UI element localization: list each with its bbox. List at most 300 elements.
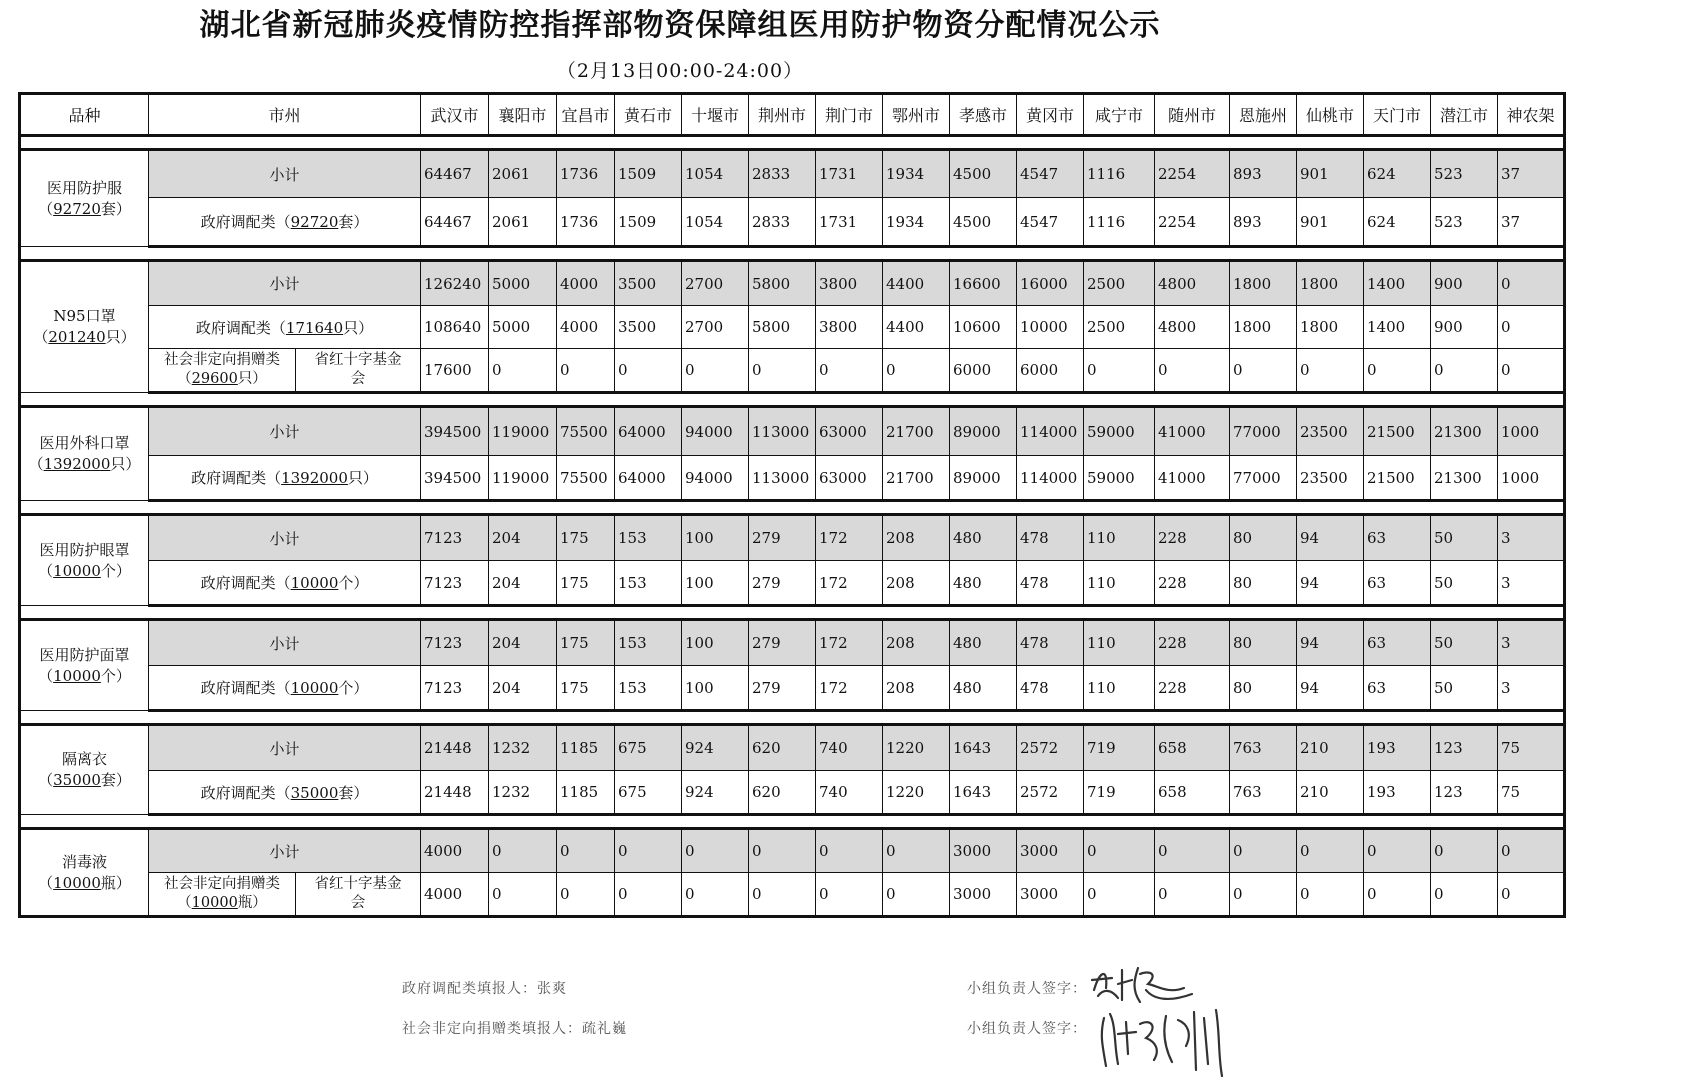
header-variety: 品种 [20,94,149,136]
subtotal-cell: 0 [489,829,557,873]
header-city: 荆州市 [749,94,816,136]
item-total-unit: 只） [105,328,136,346]
subtotal-cell: 2700 [682,261,749,306]
n95-gov-row [20,306,1565,349]
subtotal-label: 小计 [149,407,421,456]
gov-unit: 只） [343,318,374,337]
subtotal-cell: 126240 [421,261,489,306]
item-name: 隔离衣 [61,750,107,768]
subtotal-label: 小计 [149,620,421,666]
gov-cell: 175 [557,666,615,711]
item-total-open: （ [38,666,54,685]
gov-cell: 1116 [1084,198,1155,247]
subtotal-cell: 114000 [1017,407,1084,456]
header-row [20,94,1565,136]
item-name-cell [20,829,149,917]
subtotal-cell: 21300 [1431,407,1498,456]
item-name-cell [20,407,149,501]
gov-cell: 4000 [557,306,615,349]
subtotal-cell: 204 [489,515,557,561]
gov-total: 10000 [290,679,339,697]
subtotal-cell: 719 [1084,725,1155,771]
item-total-unit: 套） [100,199,131,218]
gov-unit: 只） [347,469,378,487]
subtotal-cell: 2500 [1084,261,1155,306]
gov-cell: 279 [749,666,816,711]
subtotal-cell: 204 [489,620,557,666]
subtotal-cell: 658 [1155,725,1230,771]
gov-cell: 228 [1155,561,1230,606]
gov-cell: 480 [950,666,1017,711]
gov-cell: 1400 [1364,306,1431,349]
subtotal-cell: 1800 [1230,261,1297,306]
gov-total: 35000 [290,783,339,802]
header-city: 随州市 [1155,94,1230,136]
item-total: 10000 [53,666,101,685]
gov-cell: 2833 [749,198,816,247]
gov-cell: 1800 [1297,306,1364,349]
social-total-unit: 瓶） [237,895,267,911]
subtotal-cell: 900 [1431,261,1498,306]
subtotal-cell: 0 [1155,829,1230,873]
gov-cell: 75500 [557,456,615,501]
subtotal-cell: 175 [557,620,615,666]
item-total-open: （ [33,328,49,346]
disinfectant-sub-row [20,829,1565,873]
gov-cell: 924 [682,771,749,815]
group-separator [20,815,1565,829]
gov-cell: 114000 [1017,456,1084,501]
social-cell: 0 [1364,349,1431,393]
gov-unit: 个） [338,679,369,697]
subtotal-cell: 1934 [883,150,950,198]
item-total: 1392000 [43,455,111,473]
subtotal-cell: 1054 [682,150,749,198]
subtotal-cell: 7123 [421,620,489,666]
header-city: 天门市 [1364,94,1431,136]
gov-cell: 1731 [816,198,883,247]
social-cell: 0 [1084,349,1155,393]
gov-cell: 204 [489,666,557,711]
social-cell: 6000 [1017,349,1084,393]
gov-cell: 3500 [615,306,682,349]
isolation_gown-sub-row [20,725,1565,771]
gov-cell: 208 [883,666,950,711]
gov-cell: 1185 [557,771,615,815]
gov-cell: 4400 [883,306,950,349]
social-cell: 0 [1498,349,1565,393]
subtotal-cell: 77000 [1230,407,1297,456]
gov-cell: 10600 [950,306,1017,349]
subtotal-cell: 94000 [682,407,749,456]
gov-cell: 50 [1431,666,1498,711]
subtotal-cell: 37 [1498,150,1565,198]
gov-label: 政府调配类（ [200,574,291,592]
gov-cell: 1934 [883,198,950,247]
gov-cell: 100 [682,666,749,711]
gov-cell: 94000 [682,456,749,501]
subtotal-cell: 4800 [1155,261,1230,306]
gov-cell: 5800 [749,306,816,349]
red-cross-label: 省红十字基金会 [296,349,421,393]
subtotal-cell: 1000 [1498,407,1565,456]
subtotal-cell: 175 [557,515,615,561]
subtotal-cell: 0 [1431,829,1498,873]
social-cell: 0 [749,349,816,393]
social-cell: 0 [1155,873,1230,917]
item-total-open: （ [38,561,54,580]
subtotal-cell: 1643 [950,725,1017,771]
item-total-unit: 瓶） [100,873,131,892]
gov-cell: 394500 [421,456,489,501]
face_shield-gov-row [20,666,1565,711]
gov-cell: 100 [682,561,749,606]
subtotal-cell: 1116 [1084,150,1155,198]
gov-reporter: 政府调配类填报人：张爽 [402,981,567,997]
subtotal-cell: 620 [749,725,816,771]
subtotal-cell: 1220 [883,725,950,771]
gov-cell: 80 [1230,561,1297,606]
subtotal-cell: 228 [1155,620,1230,666]
subtotal-cell: 94 [1297,515,1364,561]
subtotal-cell: 7123 [421,515,489,561]
subtotal-label: 小计 [149,725,421,771]
subtotal-cell: 123 [1431,725,1498,771]
red-cross-label: 省红十字基金会 [296,873,421,917]
subtotal-cell: 100 [682,620,749,666]
gov-label-cell [149,306,421,349]
gov-cell: 2061 [489,198,557,247]
gov-label-cell [149,771,421,815]
gov-cell: 63 [1364,561,1431,606]
gov-cell: 1509 [615,198,682,247]
gov-cell: 675 [615,771,682,815]
header-city: 宜昌市 [557,94,615,136]
gov-cell: 1800 [1230,306,1297,349]
subtotal-cell: 0 [615,829,682,873]
subtotal-cell: 1736 [557,150,615,198]
gov-cell: 3 [1498,561,1565,606]
subtotal-cell: 210 [1297,725,1364,771]
n95-sub-row [20,261,1565,306]
social-cell: 0 [1364,873,1431,917]
social-cell: 0 [816,349,883,393]
gov-cell: 204 [489,561,557,606]
social-total: 29600 [191,371,238,387]
gov-cell: 658 [1155,771,1230,815]
separator-cell [20,136,1565,150]
subtotal-cell: 1232 [489,725,557,771]
isolation_gown-gov-row [20,771,1565,815]
social-cell: 0 [489,873,557,917]
gov-cell: 37 [1498,198,1565,247]
subtotal-cell: 94 [1297,620,1364,666]
gov-label: 政府调配类（ [200,679,291,697]
leader-sign-label-1: 小组负责人签字： [967,981,1087,997]
page-title: 湖北省新冠肺炎疫情防控指挥部物资保障组医用防护物资分配情况公示 [199,8,1161,43]
subtotal-cell: 63 [1364,620,1431,666]
separator-cell [20,393,1565,407]
page-subtitle: （2月13日00:00-24:00） [556,60,804,82]
subtotal-cell: 0 [1084,829,1155,873]
subtotal-cell: 3500 [615,261,682,306]
gov-cell: 1054 [682,198,749,247]
subtotal-cell: 624 [1364,150,1431,198]
gov-cell: 94 [1297,666,1364,711]
social-cell: 0 [682,873,749,917]
gov-cell: 175 [557,561,615,606]
social-total: 10000 [191,895,238,911]
subtotal-cell: 50 [1431,515,1498,561]
social-cell: 0 [1230,873,1297,917]
gov-cell: 0 [1498,306,1565,349]
subtotal-cell: 480 [950,515,1017,561]
gov-cell: 50 [1431,561,1498,606]
item-name-cell [20,261,149,393]
social-total-open: （ [177,371,192,387]
subtotal-label: 小计 [149,515,421,561]
gov-cell: 3800 [816,306,883,349]
header-city: 鄂州市 [883,94,950,136]
social-label: 社会非定向捐赠类 [164,352,280,368]
gov-cell: 2572 [1017,771,1084,815]
gov-cell: 900 [1431,306,1498,349]
gov-cell: 110 [1084,561,1155,606]
gov-cell: 10000 [1017,306,1084,349]
item-total: 35000 [53,771,101,789]
subtotal-cell: 279 [749,515,816,561]
social-cell: 0 [615,349,682,393]
subtotal-cell: 0 [557,829,615,873]
gov-cell: 4500 [950,198,1017,247]
gov-cell: 2254 [1155,198,1230,247]
subtotal-cell: 172 [816,620,883,666]
subtotal-cell: 2572 [1017,725,1084,771]
social-cell: 0 [1297,349,1364,393]
gov-total: 1392000 [281,469,348,487]
gov-cell: 153 [615,666,682,711]
item-total-unit: 只） [110,455,141,473]
subtotal-cell: 3800 [816,261,883,306]
subtotal-cell: 478 [1017,515,1084,561]
gov-cell: 113000 [749,456,816,501]
gov-cell: 119000 [489,456,557,501]
social-cell: 0 [1084,873,1155,917]
gov-cell: 41000 [1155,456,1230,501]
signature-1 [1088,960,1208,1010]
social-cell: 3000 [1017,873,1084,917]
subtotal-cell: 110 [1084,515,1155,561]
item-name-cell [20,725,149,815]
subtotal-cell: 208 [883,620,950,666]
gov-cell: 523 [1431,198,1498,247]
surgical_mask-sub-row [20,407,1565,456]
gov-cell: 21448 [421,771,489,815]
group-separator [20,711,1565,725]
gov-cell: 89000 [950,456,1017,501]
subtotal-label: 小计 [149,261,421,306]
gov-label-cell [149,456,421,501]
subtotal-cell: 4000 [421,829,489,873]
subtotal-cell: 41000 [1155,407,1230,456]
subtotal-cell: 50 [1431,620,1498,666]
social-cell: 0 [749,873,816,917]
subtotal-cell: 2254 [1155,150,1230,198]
gov-cell: 23500 [1297,456,1364,501]
separator-cell [20,606,1565,620]
gov-cell: 7123 [421,561,489,606]
social-cell: 0 [816,873,883,917]
separator-cell [20,247,1565,261]
gov-cell: 478 [1017,561,1084,606]
leader-sign-label-2: 小组负责人签字： [967,1021,1087,1037]
social-cell: 0 [1431,873,1498,917]
subtotal-cell: 675 [615,725,682,771]
subtotal-cell: 0 [1498,829,1565,873]
gov-label: 政府调配类（ [191,469,282,487]
gov-cell: 123 [1431,771,1498,815]
separator-cell [20,501,1565,515]
item-name: 医用防护眼罩 [39,540,130,559]
gov-cell: 21300 [1431,456,1498,501]
social-cell: 3000 [950,873,1017,917]
subtotal-cell: 279 [749,620,816,666]
item-total-unit: 套） [100,771,131,789]
gov-cell: 620 [749,771,816,815]
gov-cell: 59000 [1084,456,1155,501]
subtotal-cell: 0 [749,829,816,873]
subtotal-cell: 4547 [1017,150,1084,198]
header-city: 黄石市 [615,94,682,136]
subtotal-cell: 21700 [883,407,950,456]
subtotal-cell: 208 [883,515,950,561]
subtotal-cell: 893 [1230,150,1297,198]
gov-cell: 77000 [1230,456,1297,501]
gov-cell: 1736 [557,198,615,247]
subtotal-cell: 394500 [421,407,489,456]
gov-cell: 1643 [950,771,1017,815]
subtotal-cell: 0 [883,829,950,873]
separator-cell [20,711,1565,725]
subtotal-cell: 80 [1230,620,1297,666]
item-total: 10000 [53,873,101,892]
item-total-unit: 个） [100,666,131,685]
subtotal-cell: 4000 [557,261,615,306]
subtotal-cell: 478 [1017,620,1084,666]
header-city: 咸宁市 [1084,94,1155,136]
header-city: 仙桃市 [1297,94,1364,136]
gov-cell: 1000 [1498,456,1565,501]
subtotal-cell: 63 [1364,515,1431,561]
gov-cell: 279 [749,561,816,606]
subtotal-cell: 3000 [1017,829,1084,873]
subtotal-cell: 2061 [489,150,557,198]
social-total-unit: 只） [237,371,267,387]
subtotal-cell: 480 [950,620,1017,666]
separator-cell [20,815,1565,829]
gov-cell: 110 [1084,666,1155,711]
header-city: 武汉市 [421,94,489,136]
gov-cell: 2500 [1084,306,1155,349]
subtotal-cell: 0 [682,829,749,873]
group-separator [20,247,1565,261]
social-reporter: 社会非定向捐赠类填报人：疏礼巍 [402,1021,627,1037]
header-city: 潜江市 [1431,94,1498,136]
subtotal-cell: 763 [1230,725,1297,771]
item-total: 10000 [53,561,101,580]
item-name: 消毒液 [61,852,107,871]
subtotal-cell: 4400 [883,261,950,306]
gov-cell: 478 [1017,666,1084,711]
item-total: 201240 [48,328,106,346]
item-name-cell [20,620,149,711]
subtotal-cell: 523 [1431,150,1498,198]
gov-cell: 480 [950,561,1017,606]
gov-cell: 172 [816,666,883,711]
subtotal-label: 小计 [149,150,421,198]
item-total-open: （ [38,771,54,789]
subtotal-cell: 64467 [421,150,489,198]
item-name-cell [20,150,149,247]
subtotal-cell: 75500 [557,407,615,456]
gov-unit: 套） [338,783,369,802]
item-total-open: （ [38,873,54,892]
surgical_mask-gov-row [20,456,1565,501]
social-cell: 0 [557,349,615,393]
gov-cell: 2700 [682,306,749,349]
subtotal-cell: 0 [1498,261,1565,306]
gov-cell: 763 [1230,771,1297,815]
gov-cell: 1232 [489,771,557,815]
subtotal-cell: 901 [1297,150,1364,198]
gov-cell: 172 [816,561,883,606]
group-separator [20,501,1565,515]
subtotal-cell: 64000 [615,407,682,456]
allocation-table [18,92,1566,918]
subtotal-cell: 0 [1297,829,1364,873]
subtotal-cell: 228 [1155,515,1230,561]
subtotal-cell: 924 [682,725,749,771]
subtotal-cell: 3 [1498,515,1565,561]
subtotal-cell: 3000 [950,829,1017,873]
subtotal-cell: 100 [682,515,749,561]
subtotal-cell: 1731 [816,150,883,198]
gov-cell: 193 [1364,771,1431,815]
social-label-cell [149,349,296,393]
gov-cell: 1220 [883,771,950,815]
gov-label: 政府调配类（ [195,318,286,337]
subtotal-cell: 16600 [950,261,1017,306]
gov-total: 92720 [290,213,339,231]
item-total-open: （ [38,199,54,218]
gov-cell: 624 [1364,198,1431,247]
subtotal-cell: 172 [816,515,883,561]
subtotal-cell: 5000 [489,261,557,306]
social-cell: 0 [682,349,749,393]
gov-label-cell [149,561,421,606]
face_shield-sub-row [20,620,1565,666]
subtotal-cell: 80 [1230,515,1297,561]
protective_suit-sub-row [20,150,1565,198]
subtotal-cell: 1400 [1364,261,1431,306]
social-cell: 0 [1431,349,1498,393]
item-total-open: （ [28,455,44,473]
social-cell: 17600 [421,349,489,393]
social-total-open: （ [177,895,192,911]
gov-label: 政府调配类（ [200,213,291,231]
gov-cell: 740 [816,771,883,815]
subtotal-cell: 4500 [950,150,1017,198]
